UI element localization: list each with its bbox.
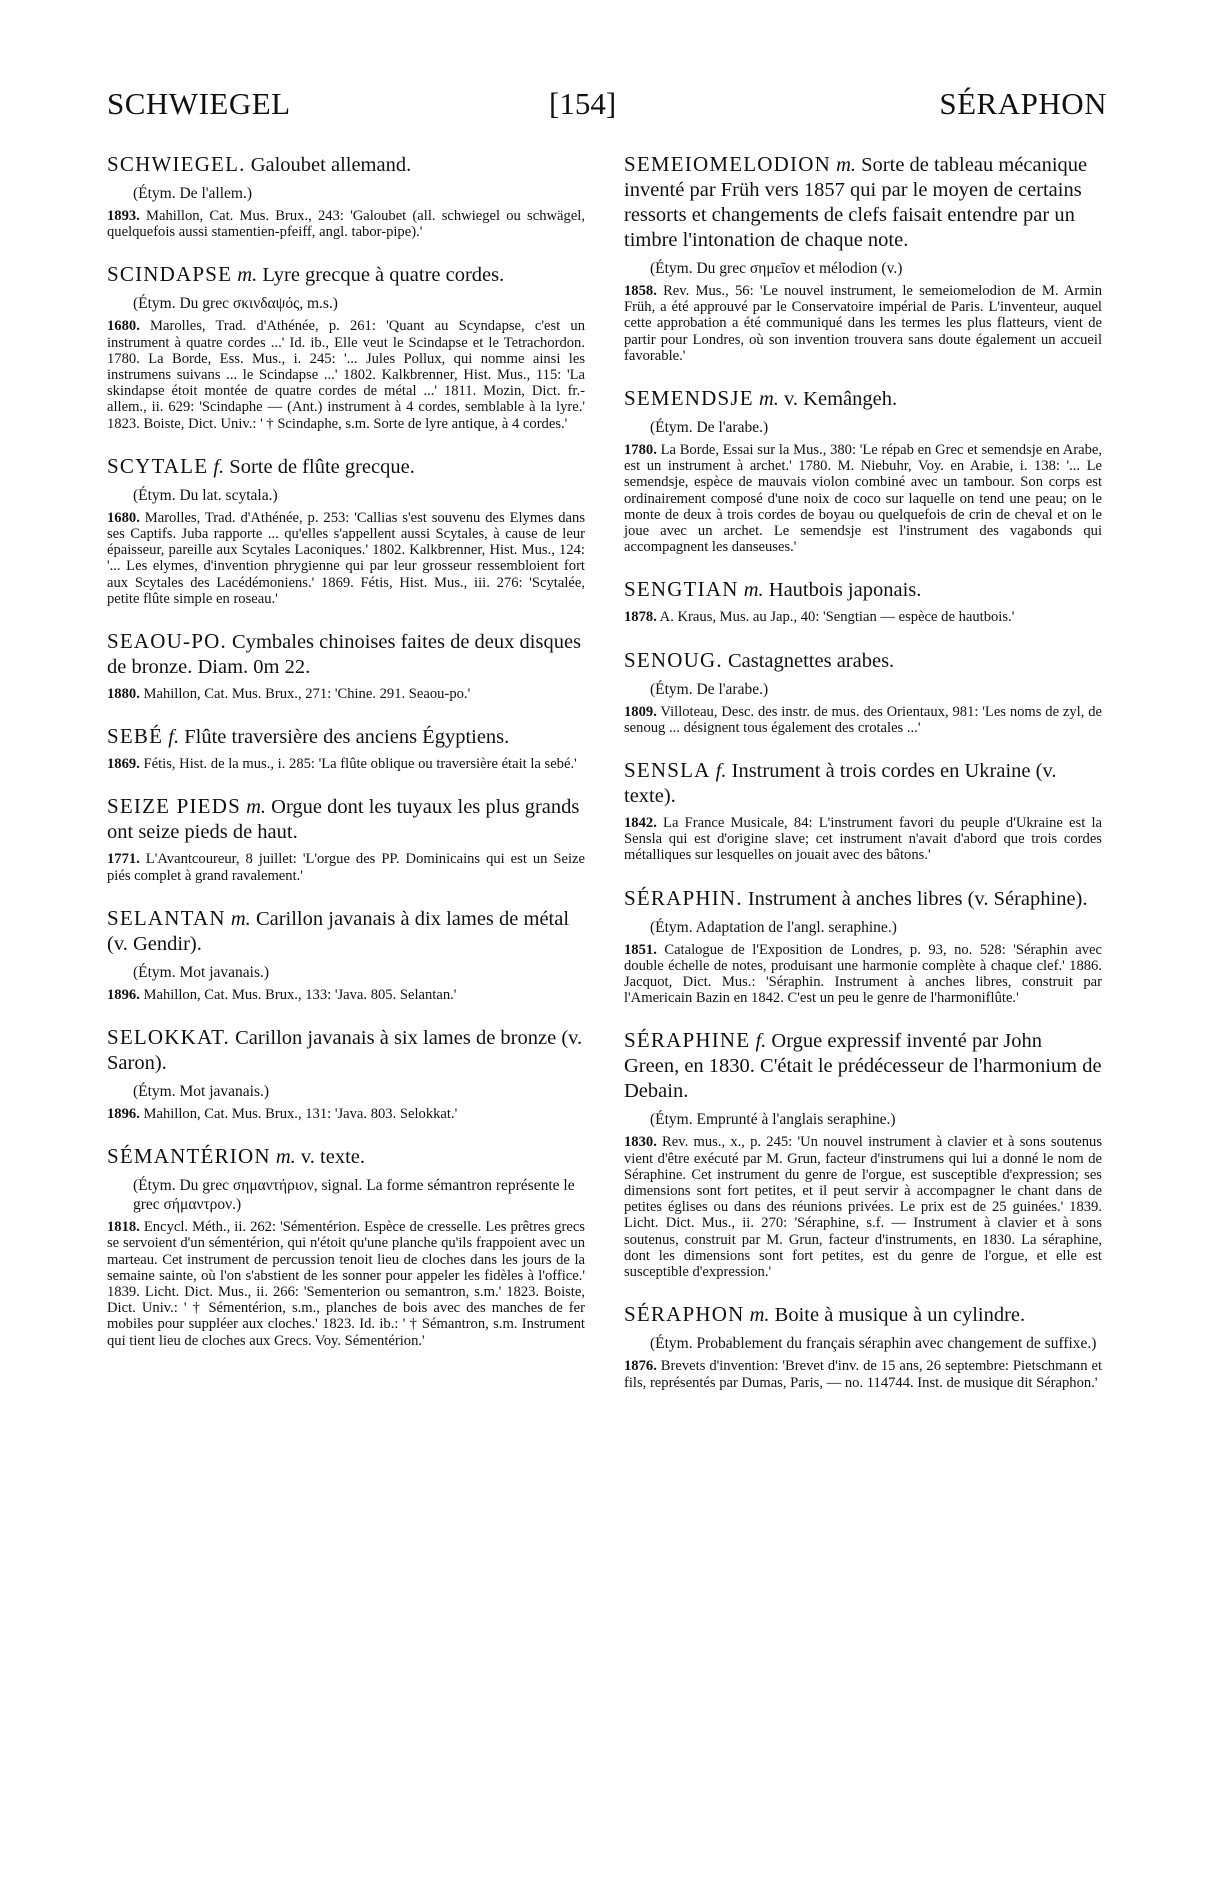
citation-year: 1842.	[624, 815, 657, 832]
citation: 1896. Mahillon, Cat. Mus. Brux., 131: 'Java. 803. Selokkat.'	[107, 1106, 458, 1123]
definition: v. Kemângeh.	[784, 388, 898, 411]
etymology: (Étym. Du grec σκινδαψός, m.s.)	[133, 295, 338, 313]
part-of-speech: f.	[213, 455, 225, 478]
dictionary-entry	[107, 629, 585, 702]
dictionary-entry	[624, 648, 1102, 736]
headword: SÉRAPHINE	[624, 1028, 751, 1053]
left-column	[107, 152, 585, 1371]
definition: Hautbois japonais.	[768, 579, 922, 602]
part-of-speech: f.	[755, 1030, 767, 1053]
citation: 1893. Mahillon, Cat. Mus. Brux., 243: 'Galoubet (all. schwiegel ou schwägel, quelquefois aussi stamentien-pfeiff, angl. tabor-pipe).'	[107, 208, 585, 241]
definition: Instrument à trois cordes en Ukraine (v. texte).	[624, 760, 1057, 808]
headword: SCYTALE	[107, 453, 209, 478]
headword: SÉRAPHON	[624, 1302, 745, 1327]
etymology: (Étym. Du lat. scytala.)	[133, 486, 278, 504]
dictionary-entry	[624, 758, 1102, 864]
citation: 1809. Villoteau, Desc. des instr. de mus. des Orientaux, 981: 'Les noms de zyl, de senoug ... désignent tous également des crotales ...'	[624, 703, 1102, 736]
citation: 1896. Mahillon, Cat. Mus. Brux., 133: 'Java. 805. Selantan.'	[107, 986, 457, 1003]
citation-year: 1780.	[624, 442, 657, 459]
entry-heading	[624, 886, 1102, 912]
citation: 1780. La Borde, Essai sur la Mus., 380: 'Le répab en Grec et semendsje en Arabe, est un instrument à archet.' 1780. M. Niebuhr, Voy. en Arabie, i. 138: '... Le semendsje, espèce de mauvais violon combiné avec un tambour. Son corps est ordinairement composé d'une noix de coco sur laquelle on tend une peau; on le monte de deux à trois cordes de boyau ou quelquefois de crin de cheval et on le joue avec un archet. Le semendsje est l'instrument des vagabonds qui accompagnent les danseuses.'	[624, 442, 1102, 556]
dictionary-entry	[624, 886, 1102, 1007]
dictionary-entry	[107, 794, 585, 883]
citation-year: 1880.	[107, 686, 140, 703]
part-of-speech: m.	[758, 388, 779, 411]
citation-year: 1851.	[624, 941, 657, 958]
etymology: (Étym. Mot javanais.)	[133, 1083, 270, 1101]
citation: 1869. Fétis, Hist. de la mus., i. 285: 'La flûte oblique ou traversière était la sebé.'	[107, 756, 577, 773]
citation-year: 1680.	[107, 509, 140, 526]
part-of-speech: m.	[230, 907, 251, 930]
citation: 1878. A. Kraus, Mus. au Jap., 40: 'Sengtian — espèce de hautbois.'	[624, 609, 1015, 626]
etymology: (Étym. Mot javanais.)	[133, 963, 270, 981]
definition: Carillon javanais à dix lames de métal (v. Gendir).	[107, 907, 570, 955]
definition: Orgue expressif inventé par John Green, en 1830. C'était le prédécesseur de l'harmonium de Debain.	[624, 1030, 1102, 1103]
entry-heading	[624, 1302, 1102, 1328]
headword: SEMEIOMELODION	[624, 152, 831, 176]
citation: 1851. Catalogue de l'Exposition de Londres, p. 93, no. 528: 'Séraphin avec double échelle de notes, produisant une harmonie complète à chaque clef.' 1886. Jacquot, Dict. Mus.: 'Séraphin. Instrument à anches libres, construit par l'Americain Bazin en 1842. C'est un peu le genre de l'harmoniflûte.'	[624, 941, 1102, 1007]
citation-year: 1876.	[624, 1358, 657, 1375]
dictionary-entry	[107, 152, 585, 240]
etymology: (Étym. Adaptation de l'angl. seraphine.)	[650, 918, 897, 936]
page-number: [154]	[549, 86, 617, 121]
etymology: (Étym. Probablement du français séraphin avec changement de suffixe.)	[650, 1335, 1097, 1353]
citation-year: 1830.	[624, 1134, 657, 1151]
definition: Instrument à anches libres (v. Séraphine).	[747, 887, 1088, 910]
entry-heading	[107, 629, 585, 680]
headword: SENSLA	[624, 758, 711, 783]
definition: Cymbales chinoises faites de deux disques de bronze. Diam. 0m 22.	[107, 631, 582, 679]
dictionary-entry	[107, 262, 585, 431]
entry-heading	[624, 386, 1102, 412]
etymology: (Étym. De l'arabe.)	[650, 419, 769, 437]
part-of-speech: m.	[749, 1304, 770, 1327]
etymology: (Étym. Emprunté à l'anglais seraphine.)	[650, 1111, 896, 1129]
dictionary-entry	[624, 386, 1102, 555]
entry-heading	[624, 1028, 1102, 1104]
headword: SEMENDSJE	[624, 386, 754, 411]
dictionary-entry	[107, 724, 585, 772]
etymology: (Étym. Du grec σημεῖον et mélodion (v.)	[650, 260, 903, 277]
page-header	[107, 86, 1107, 134]
headword: SCHWIEGEL.	[107, 152, 246, 176]
etymology: (Étym. De l'arabe.)	[650, 680, 769, 698]
right-column	[624, 152, 1102, 1413]
entry-heading	[624, 152, 1102, 253]
definition: v. texte.	[300, 1146, 366, 1169]
definition: Galoubet allemand.	[250, 154, 412, 176]
dictionary-entry	[624, 152, 1102, 364]
citation-year: 1878.	[624, 609, 657, 626]
headword: SENOUG.	[624, 647, 723, 672]
headword: SEBÉ	[107, 724, 164, 749]
definition: Boite à musique à un cylindre.	[774, 1304, 1026, 1327]
dictionary-entry	[624, 577, 1102, 625]
definition: Flûte traversière des anciens Égyptiens.	[184, 726, 510, 749]
citation: 1771. L'Avantcoureur, 8 juillet: 'L'orgue des PP. Dominicains qui est un Seize piés complet à grand ravalement.'	[107, 851, 585, 884]
headword: SÉMANTÉRION	[107, 1144, 271, 1169]
citation-year: 1818.	[107, 1219, 140, 1236]
entry-heading	[107, 1025, 585, 1076]
running-head-left: SCHWIEGEL	[107, 86, 291, 121]
entry-heading	[107, 906, 585, 957]
citation: 1818. Encycl. Méth., ii. 262: 'Sémentérion. Espèce de cresselle. Les prêtres grecs se servoient d'un sémentérion, qui n'étoit qu'une planche qu'ils frappoient avec un marteau. Cet instrument de percussion tenoit lieu de cloches dans les jours de la semaine sainte, où l'on s'abstient de les sonner pour appeler les fidèles à l'office.' 1839. Licht. Dict. Mus., ii. 266: 'Sementerion ou semantron, s.m.' 1823. Boiste, Dict. Univ.: ' † Sémentérion, s.m., planches de bois avec des manches de fer mobiles pour suppléer aux cloches.' 1823. Id. ib.: ' † Sémantron, s.m. Instrument qui tient lieu de cloches aux Grecs. Voy. Sémentérion.'	[107, 1219, 585, 1349]
entry-heading	[624, 577, 1102, 603]
entry-heading	[107, 454, 585, 480]
citation-year: 1809.	[624, 703, 657, 720]
citation-year: 1858.	[624, 283, 657, 299]
entry-heading	[107, 794, 585, 845]
entry-heading	[107, 262, 585, 288]
citation-year: 1893.	[107, 208, 140, 224]
etymology: (Étym. Du grec σημαντήριον, signal. La forme sémantron représente le grec σήμαντρον.)	[133, 1177, 575, 1214]
part-of-speech: m.	[246, 796, 267, 819]
citation-year: 1896.	[107, 986, 140, 1003]
etymology: (Étym. De l'allem.)	[133, 185, 253, 202]
dictionary-entry	[107, 454, 585, 607]
part-of-speech: m.	[836, 154, 857, 176]
citation-year: 1680.	[107, 318, 140, 335]
dictionary-entry	[107, 1025, 585, 1122]
citation: 1830. Rev. mus., x., p. 245: 'Un nouvel instrument à clavier et à sons soutenus vient d'être exécuté par M. Grun, facteur d'instrumens qui lui a donné le nom de Séraphine. Cet instrument du genre de l'orgue, est susceptible d'expression; ses dimensions sont fort petites, et il peut servir à accompagner le chant dans de petites églises ou dans des réunions privées. Le prix est de 25 guinées.' 1839. Licht. Dict. Mus., ii. 270: 'Séraphine, s.f. — Instrument à clavier et à sons soutenus, construit par M. Grun, facteur d'instruments, en 1830. La séraphine, dont les dimensions sont fort petites, est du genre de l'orgue, et elle est susceptible d'expression.'	[624, 1134, 1102, 1281]
part-of-speech: f.	[168, 726, 180, 749]
part-of-speech: f.	[715, 760, 727, 783]
citation: 1680. Marolles, Trad. d'Athénée, p. 261: 'Quant au Scyndapse, c'est un instrument à quatre cordes ...' Id. ib., Elle veut le Scindapse et le Tetrachordon. 1780. La Borde, Ess. Mus., i. 245: '... Jules Pollux, qui nomme ainsi les instrumens suivans ... le Scindapse ...' 1802. Kalkbrenner, Hist. Mus., 115: 'La skindapse étoit montée de quatre cordes de métal ...' 1811. Mozin, Dict. fr.-allem., ii. 629: 'Scindaphe — (Ant.) instrument à 4 cordes, semblable à la lyre.' 1823. Boiste, Dict. Univ.: ' † Scindaphe, s.m. Sorte de lyre antique, à 4 cordes.'	[107, 318, 585, 432]
definition: Lyre grecque à quatre cordes.	[262, 264, 505, 287]
dictionary-entry	[624, 1302, 1102, 1390]
citation: 1876. Brevets d'invention: 'Brevet d'inv. de 15 ans, 26 septembre: Pietschmann et fils, représentés par Dumas, Paris, — no. 114744. Inst. de musique dit Séraphon.'	[624, 1358, 1102, 1391]
part-of-speech: m.	[237, 264, 258, 287]
dictionary-entry	[624, 1028, 1102, 1280]
part-of-speech: m.	[743, 579, 764, 602]
citation: 1680. Marolles, Trad. d'Athénée, p. 253: 'Callias s'est souvenu des Elymes dans ses Captifs. Juba rapporte ... qu'elles s'appellent aussi Scytales, à cause de leur épaisseur, pareille aux Scytales Laconiques.' 1802. Kalkbrenner, Hist. Mus., 124: '... Les elymes, d'invention phrygienne qui par leur grosseur ressembloient fort aux Scytales des Lacédémoniens.' 1869. Fétis, Hist. Mus., iii. 276: 'Scytalée, petite flûte simple en roseau.'	[107, 509, 585, 607]
citation: 1858. Rev. Mus., 56: 'Le nouvel instrument, le semeiomelodion de M. Armin Früh, a été approuvé par le Conservatoire impérial de Paris. L'inventeur, auquel cette approbation a été communiqué dans les termes les plus flatteurs, vient de partir pour Londres, où son invention trouvera sans doute également un accueil favorable.'	[624, 283, 1102, 364]
citation-year: 1869.	[107, 756, 140, 773]
entry-heading	[107, 1144, 585, 1170]
entry-heading	[624, 648, 1102, 674]
definition: Castagnettes arabes.	[727, 649, 895, 672]
dictionary-entry	[107, 906, 585, 1003]
definition: Sorte de flûte grecque.	[229, 455, 415, 478]
part-of-speech: m.	[275, 1146, 296, 1169]
definition: Carillon javanais à six lames de bronze (v. Saron).	[107, 1027, 583, 1075]
definition: Sorte de tableau mécanique inventé par Früh vers 1857 qui par le moyen de certains ressorts et changements de clefs faisait entendre par un timbre l'intonation de chaque note.	[624, 154, 1088, 251]
headword: SCINDAPSE	[107, 262, 233, 287]
citation-year: 1771.	[107, 851, 140, 868]
headword: SÉRAPHIN.	[624, 885, 743, 910]
headword: SEAOU-PO.	[107, 629, 227, 654]
citation: 1880. Mahillon, Cat. Mus. Brux., 271: 'Chine. 291. Seaou-po.'	[107, 686, 471, 703]
entry-heading	[107, 152, 585, 178]
entry-heading	[624, 758, 1102, 809]
dictionary-entry	[107, 1144, 585, 1349]
definition: Orgue dont les tuyaux les plus grands ont seize pieds de haut.	[107, 796, 580, 844]
headword: SENGTIAN	[624, 577, 739, 602]
headword: SEIZE PIEDS	[107, 794, 241, 819]
running-head-right: SÉRAPHON	[939, 86, 1107, 121]
headword: SELANTAN	[107, 905, 226, 930]
headword: SELOKKAT.	[107, 1025, 230, 1050]
citation: 1842. La France Musicale, 84: L'instrument favori du peuple d'Ukraine est la Sensla qui est d'origine slave; cet instrument n'avait d'abord que trois cordes métalliques sur lesquelles on jouait avec des bâtons.'	[624, 815, 1102, 864]
citation-year: 1896.	[107, 1106, 140, 1123]
entry-heading	[107, 724, 585, 750]
